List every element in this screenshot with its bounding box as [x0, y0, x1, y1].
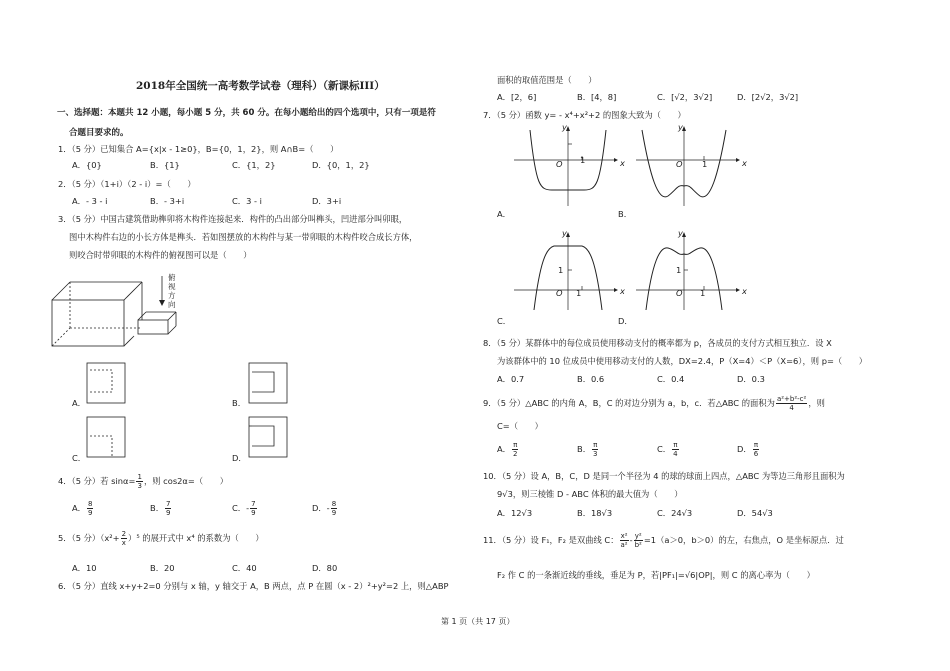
- section-header: 一、选择题：本题共 12 小题，每小题 5 分，共 60 分。在每小题给出的四个选项中，只有一项是符: [57, 108, 436, 118]
- q3-option-b[interactable]: B．: [232, 398, 246, 408]
- q9-option-c[interactable]: C． $\frac{\pi}{4}$: [657, 441, 678, 458]
- q7-option-d[interactable]: D．: [618, 316, 633, 326]
- q8-option-d[interactable]: D．0.3: [737, 374, 765, 384]
- question-9: 9．（5 分）△ABC 的内角 A，B，C 的对边分别为 a，b，c．若△ABC 的面积为 $\frac{\text{a²+b²-c²}}{4}$ ，则: [483, 395, 825, 412]
- q5-option-a[interactable]: A．10: [72, 563, 97, 573]
- question-9-cont: C=（ ）: [497, 421, 543, 431]
- q4-option-a[interactable]: A． $\frac{8}{9}$: [72, 500, 93, 517]
- q11-fraction-2: $\frac{\text{y²}}{\text{b²}}$: [634, 532, 642, 549]
- q1-option-a[interactable]: A．{0}: [72, 160, 102, 170]
- q4-fraction: $\frac{1}{3}$: [137, 473, 142, 490]
- q7d-one-y: 1: [676, 265, 682, 275]
- q7c-x-label: x: [620, 286, 625, 296]
- question-8-cont: 为该群体中的 10 位成员中使用移动支付的人数，DX=2.4，P（X=4）＜P（X=6），则 p=（ ）: [497, 356, 868, 366]
- q5-option-b[interactable]: B．20: [150, 563, 175, 573]
- question-6-cont: 面积的取值范围是（ ）: [497, 75, 597, 85]
- q3-option-d-figure: [248, 416, 288, 458]
- q2-option-c[interactable]: C．3 - i: [232, 196, 262, 206]
- q4-option-c[interactable]: C．- $\frac{7}{9}$: [232, 500, 256, 517]
- q7d-y-label: y: [678, 228, 683, 238]
- q7a-origin: O: [556, 159, 563, 169]
- q1-option-d[interactable]: D．{0，1，2}: [312, 160, 370, 170]
- q7b-origin: O: [676, 159, 683, 169]
- question-6: 6．（5 分）直线 x+y+2=0 分别与 x 轴，y 轴交于 A，B 两点，点 P 在圆（x - 2）²+y²=2 上，则△ABP: [58, 581, 449, 591]
- q3-option-c[interactable]: C．: [72, 453, 87, 463]
- q10-option-d[interactable]: D．54√3: [737, 508, 773, 518]
- view-direction-label-2: 视: [168, 282, 176, 291]
- q9-option-a[interactable]: A． $\frac{\pi}{2}$: [497, 441, 518, 458]
- q5-option-c[interactable]: C．40: [232, 563, 257, 573]
- question-10: 10．（5 分）设 A，B，C，D 是同一个半径为 4 的球的球面上四点，△ABC 为等边三角形且面积为: [483, 471, 845, 481]
- q3-option-d[interactable]: D．: [232, 453, 247, 463]
- q6-option-b[interactable]: B．[4，8]: [577, 92, 617, 102]
- question-2: 2．（5 分）（1+i）（2 - i）=（ ）: [58, 179, 196, 189]
- q10-option-b[interactable]: B．18√3: [577, 508, 613, 518]
- question-8: 8．（5 分）某群体中的每位成员使用移动支付的概率都为 p，各成员的支付方式相互独立．设 X: [483, 338, 832, 348]
- question-4: 4．（5 分）若 sinα= $\frac{1}{3}$ ，则 cos2α=（ ）: [58, 473, 229, 490]
- q3-option-a[interactable]: A．: [72, 398, 86, 408]
- q1-option-c[interactable]: C．{1，2}: [232, 160, 276, 170]
- q5-option-d[interactable]: D．80: [312, 563, 338, 573]
- q7d-one: 1: [700, 288, 706, 298]
- q7a-x-label: x: [620, 158, 625, 168]
- question-11: 11．（5 分）设 F₁，F₂ 是双曲线 C： $\frac{\text{x²}}{\text{a²}}$ - $\frac{\text{y²}}{\text{b²}}$ =1（a＞0，b＞0）的左，右焦点，O 是坐标原点．过: [483, 532, 844, 549]
- q4-option-b[interactable]: B． $\frac{7}{9}$: [150, 500, 171, 517]
- q7-option-b[interactable]: B．: [618, 209, 632, 219]
- q7b-one: 1: [702, 159, 708, 169]
- q6-option-c[interactable]: C．[√2，3√2]: [657, 92, 713, 102]
- q7c-one: 1: [576, 288, 582, 298]
- q7a-one: 1: [580, 155, 586, 165]
- q1-option-b[interactable]: B．{1}: [150, 160, 180, 170]
- question-3-cont: 图中木构件右边的小长方体是榫头．若如图摆放的木构件与某一带卯眼的木构件咬合成长方体，: [69, 232, 418, 242]
- q3-option-a-figure: [86, 362, 126, 404]
- exam-title: 2018年全国统一高考数学试卷（理科）（新课标III）: [136, 80, 385, 92]
- q7-graph-b: [632, 126, 742, 208]
- q9-option-d[interactable]: D． $\frac{\pi}{6}$: [737, 441, 759, 458]
- section-header-cont: 合题目要求的。: [69, 128, 129, 138]
- q7c-y-label: y: [562, 228, 567, 238]
- q3-option-c-figure: [86, 416, 126, 458]
- q7-option-c[interactable]: C．: [497, 316, 512, 326]
- page-footer: 第 1 页（共 17 页）: [441, 617, 515, 626]
- view-direction-label-1: 俯: [168, 273, 176, 282]
- q9-fraction: $\frac{\text{a²+b²-c²}}{4}$: [776, 395, 807, 412]
- question-1: 1．（5 分）已知集合 A={x|x - 1≥0}，B={0，1，2}，则 A∩B=（ ）: [58, 144, 339, 154]
- question-11-cont: F₂ 作 C 的一条渐近线的垂线，垂足为 P，若|PF₁|=√6|OP|，则 C 的离心率为（ ）: [497, 570, 815, 580]
- q8-option-b[interactable]: B．0.6: [577, 374, 605, 384]
- q8-option-a[interactable]: A．0.7: [497, 374, 525, 384]
- q9-option-b[interactable]: B． $\frac{\pi}{3}$: [577, 441, 598, 458]
- q7b-y-label: y: [678, 122, 683, 132]
- question-7: 7．（5 分）函数 y= - x⁴+x²+2 的图象大致为（ ）: [483, 110, 686, 120]
- view-direction-label-3: 方: [168, 291, 176, 300]
- q5-fraction: $\frac{2}{x}$: [121, 530, 127, 547]
- view-direction-label-4: 向: [168, 300, 176, 309]
- q7-graph-a: [510, 126, 620, 208]
- q7c-origin: O: [556, 288, 563, 298]
- q7d-origin: O: [676, 288, 683, 298]
- q7d-x-label: x: [742, 286, 747, 296]
- question-3-cont2: 则咬合时带卯眼的木构件的俯视图可以是（ ）: [69, 250, 252, 260]
- q2-option-b[interactable]: B．- 3+i: [150, 196, 185, 206]
- q10-option-c[interactable]: C．24√3: [657, 508, 693, 518]
- q7-option-a[interactable]: A．: [497, 209, 511, 219]
- q2-option-a[interactable]: A．- 3 - i: [72, 196, 108, 206]
- q7a-y-label: y: [562, 122, 567, 132]
- q6-option-d[interactable]: D．[2√2，3√2]: [737, 92, 799, 102]
- question-5: 5．（5 分）（x²+ $\frac{2}{x}$ ）⁵ 的展开式中 x⁴ 的系数为（ ）: [58, 530, 264, 547]
- q7-graph-d: [632, 232, 742, 312]
- q2-option-d[interactable]: D．3+i: [312, 196, 342, 206]
- q3-option-b-figure: [248, 362, 288, 404]
- q7-graph-c: [510, 232, 620, 312]
- question-3: 3．（5 分）中国古建筑借助榫卯将木构件连接起来．构件的凸出部分叫榫头，凹进部分叫卯眼，: [58, 214, 408, 224]
- q7b-x-label: x: [742, 158, 747, 168]
- question-10-cont: 9√3，则三棱锥 D - ABC 体积的最大值为（ ）: [497, 489, 683, 499]
- q11-fraction-1: $\frac{\text{x²}}{\text{a²}}$: [620, 532, 628, 549]
- q4-option-d[interactable]: D．- $\frac{8}{9}$: [312, 500, 337, 517]
- q6-option-a[interactable]: A．[2，6]: [497, 92, 537, 102]
- q10-option-a[interactable]: A．12√3: [497, 508, 533, 518]
- q8-option-c[interactable]: C．0.4: [657, 374, 685, 384]
- q7c-one-y: 1: [558, 265, 564, 275]
